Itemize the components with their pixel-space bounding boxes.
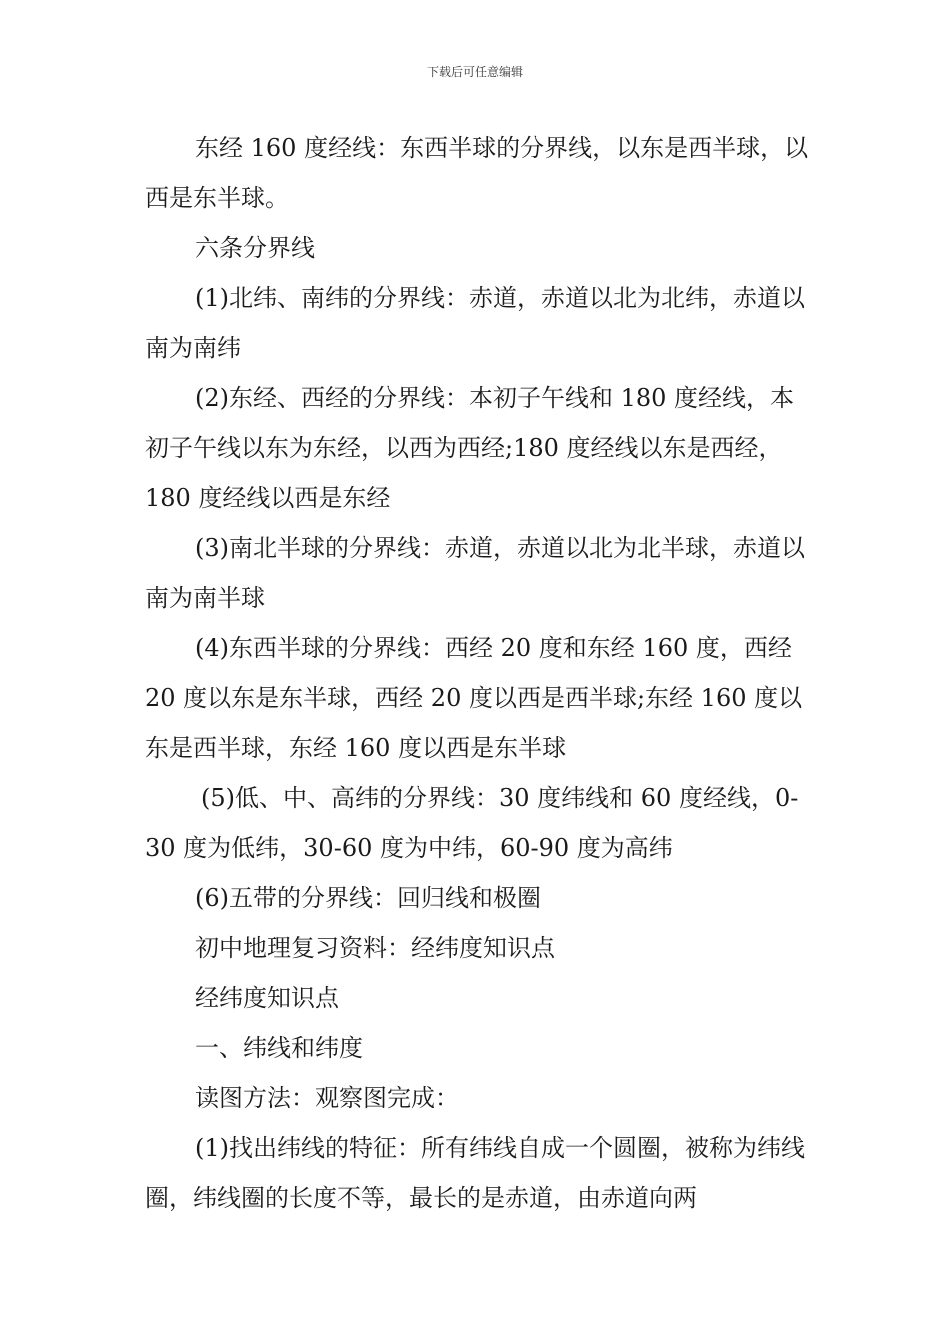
paragraph-reading-method: 读图方法：观察图完成： — [195, 1084, 459, 1112]
document-body — [145, 123, 815, 1223]
paragraph-item-6: (6)五带的分界线：回归线和极圈 — [195, 884, 541, 912]
paragraph-section-title: 初中地理复习资料：经纬度知识点 — [195, 934, 555, 962]
page-header: 下载后可任意编辑 — [426, 65, 523, 79]
paragraph-item-5: (5)低、中、高纬的分界线：30 度纬线和 60 度经线，0-30 度为低纬，30-60 度为中纬，60-90 度为高纬 — [145, 784, 799, 862]
paragraph-item-2: (2)东经、西经的分界线：本初子午线和 180 度经线，本初子午线以东为东经，以西为西经;180 度经线以东是西经，180 度经线以西是东经 — [145, 384, 795, 512]
paragraph-item-1: (1)北纬、南纬的分界线：赤道，赤道以北为北纬，赤道以南为南纬 — [145, 284, 805, 362]
paragraph-item-4: (4)东西半球的分界线：西经 20 度和东经 160 度，西经 20 度以东是东半球，西经 20 度以西是西半球;东经 160 度以东是西半球，东经 160 度以西是东半球 — [145, 634, 803, 762]
paragraph-east-160-meridian: 东经 160 度经线：东西半球的分界线，以东是西半球，以西是东半球。 — [145, 134, 809, 212]
paragraph-section-one-heading: 一、纬线和纬度 — [195, 1034, 363, 1062]
paragraph-item-3: (3)南北半球的分界线：赤道，赤道以北为北半球，赤道以南为南半球 — [145, 534, 805, 612]
paragraph-subtitle: 经纬度知识点 — [195, 984, 339, 1012]
paragraph-six-boundaries-heading: 六条分界线 — [195, 234, 315, 262]
paragraph-latitude-features: (1)找出纬线的特征：所有纬线自成一个圆圈，被称为纬线圈，纬线圈的长度不等，最长的是赤道，由赤道向两 — [145, 1134, 805, 1212]
